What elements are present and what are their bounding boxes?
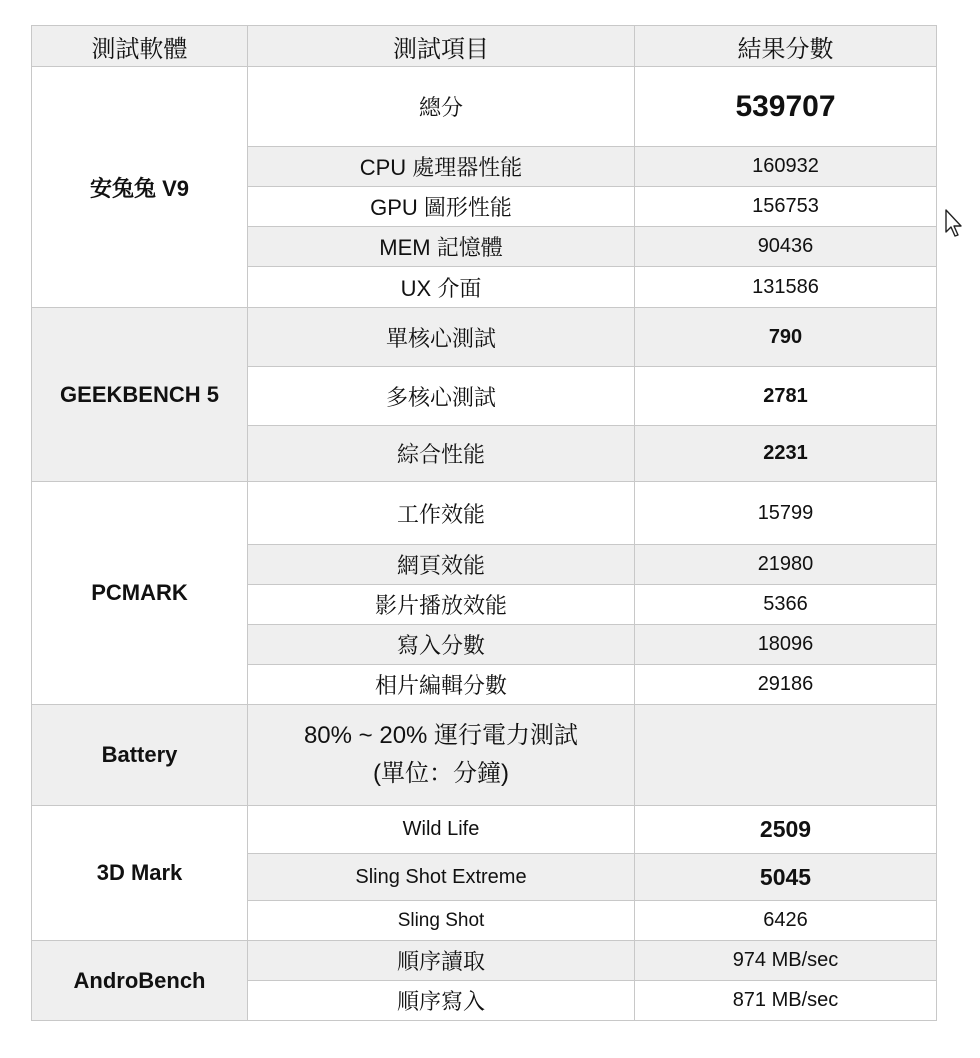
table-row bbox=[32, 941, 937, 981]
item-cell: 總分 bbox=[248, 67, 635, 147]
table-row bbox=[32, 67, 937, 147]
battery-unit-label: (單位：分鐘) bbox=[373, 760, 509, 787]
item-cell: Sling Shot Extreme bbox=[248, 854, 635, 901]
item-cell: 綜合性能 bbox=[248, 426, 635, 482]
score-cell: 18096 bbox=[635, 625, 937, 665]
item-cell: 單核心測試 bbox=[248, 308, 635, 367]
benchmark-table bbox=[31, 25, 937, 1021]
header-software: 測試軟體 bbox=[32, 26, 248, 67]
score-cell bbox=[635, 705, 937, 806]
header-item: 測試項目 bbox=[248, 26, 635, 67]
item-cell: GPU 圖形性能 bbox=[248, 187, 635, 227]
item-cell: Wild Life bbox=[248, 806, 635, 854]
item-cell: 影片播放效能 bbox=[248, 585, 635, 625]
software-battery: Battery bbox=[32, 705, 248, 806]
table-row bbox=[32, 705, 937, 806]
score-cell: 90436 bbox=[635, 227, 937, 267]
item-cell: 順序寫入 bbox=[248, 981, 635, 1021]
header-row bbox=[32, 26, 937, 67]
score-cell: 21980 bbox=[635, 545, 937, 585]
score-cell: 2781 bbox=[635, 367, 937, 426]
score-cell: 974 MB/sec bbox=[635, 941, 937, 981]
header-score: 結果分數 bbox=[635, 26, 937, 67]
table-row bbox=[32, 482, 937, 545]
score-cell: 15799 bbox=[635, 482, 937, 545]
software-androbench: AndroBench bbox=[32, 941, 248, 1021]
score-cell: 156753 bbox=[635, 187, 937, 227]
item-cell: 相片編輯分數 bbox=[248, 665, 635, 705]
score-cell: 539707 bbox=[635, 67, 937, 147]
item-cell: Sling Shot bbox=[248, 901, 635, 941]
score-cell: 160932 bbox=[635, 147, 937, 187]
software-pcmark: PCMARK bbox=[32, 482, 248, 705]
item-cell: 寫入分數 bbox=[248, 625, 635, 665]
item-cell: 工作效能 bbox=[248, 482, 635, 545]
item-cell: CPU 處理器性能 bbox=[248, 147, 635, 187]
mouse-pointer-icon bbox=[944, 209, 964, 239]
score-cell: 2509 bbox=[635, 806, 937, 854]
score-cell: 790 bbox=[635, 308, 937, 367]
item-cell: UX 介面 bbox=[248, 267, 635, 308]
item-cell: 多核心測試 bbox=[248, 367, 635, 426]
battery-test-label: 80% ~ 20% 運行電力測試 bbox=[303, 722, 579, 749]
item-cell bbox=[248, 705, 635, 806]
score-cell: 871 MB/sec bbox=[635, 981, 937, 1021]
table-row bbox=[32, 308, 937, 367]
score-cell: 131586 bbox=[635, 267, 937, 308]
score-cell: 2231 bbox=[635, 426, 937, 482]
item-cell: 網頁效能 bbox=[248, 545, 635, 585]
software-geekbench: GEEKBENCH 5 bbox=[32, 308, 248, 482]
table-row bbox=[32, 806, 937, 854]
score-cell: 5045 bbox=[635, 854, 937, 901]
score-cell: 29186 bbox=[635, 665, 937, 705]
score-cell: 6426 bbox=[635, 901, 937, 941]
score-cell: 5366 bbox=[635, 585, 937, 625]
item-cell: 順序讀取 bbox=[248, 941, 635, 981]
software-3dmark: 3D Mark bbox=[32, 806, 248, 941]
item-cell: MEM 記憶體 bbox=[248, 227, 635, 267]
software-antutu: 安兔兔 V9 bbox=[32, 67, 248, 308]
